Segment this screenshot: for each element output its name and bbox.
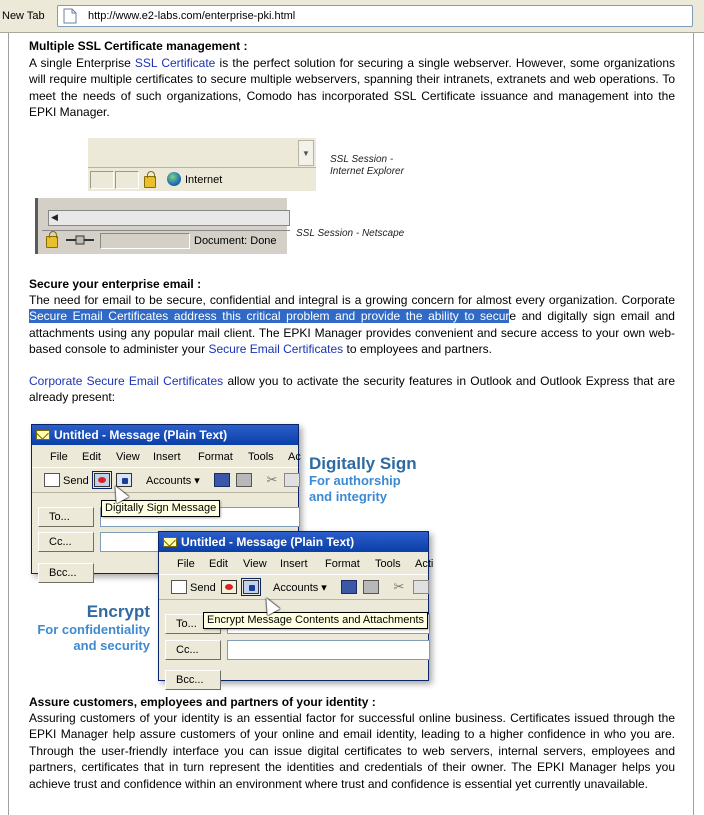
send-icon xyxy=(171,580,187,594)
menu-insert[interactable]: Insert xyxy=(153,451,181,463)
ie-caption-line2: Internet Explorer xyxy=(330,166,404,177)
send-icon xyxy=(44,473,60,487)
selected-text[interactable]: Secure Email Certificates address this critical problem and provide the ability to secur xyxy=(29,309,510,324)
padlock-icon xyxy=(144,176,156,188)
padlock-icon xyxy=(46,236,58,248)
accounts-button[interactable]: Accounts ▾ xyxy=(273,582,327,594)
promo-encrypt xyxy=(30,602,150,654)
encrypt-icon[interactable] xyxy=(243,580,259,594)
cut-icon[interactable]: ✂ xyxy=(266,472,278,487)
cc-field[interactable] xyxy=(227,640,430,660)
ssl-paragraph xyxy=(29,55,675,121)
promo-encrypt-line2: and security xyxy=(73,638,150,653)
cut-icon[interactable]: ✂ xyxy=(393,579,405,594)
ie-scrollbar xyxy=(298,140,314,166)
ssl-text-b: is the perfect solution for securing a single webserver. However, some organizations will require multiple certificates to secure multiple webservers, spanning their intranets, extranets and web operations. To meet the needs of such organizations, Comodo has incorporated SSL Certificate issuance and management into the EPKI Manager. xyxy=(29,56,676,120)
outlook-encrypt-window xyxy=(158,531,434,686)
menu-edit[interactable]: Edit xyxy=(209,558,228,570)
promo-sign-line2: and integrity xyxy=(309,489,388,504)
cc-button[interactable]: Cc... xyxy=(165,640,221,660)
ssl-certificate-link[interactable]: SSL Certificate xyxy=(134,56,216,70)
tab-new-tab[interactable]: New Tab xyxy=(2,10,45,22)
send-button[interactable]: Send xyxy=(63,475,89,487)
encrypt-tooltip: Encrypt Message Contents and Attachments xyxy=(203,612,428,629)
menu-format[interactable]: Format xyxy=(325,558,360,570)
to-button[interactable]: To... xyxy=(38,507,94,527)
outlook-menu-bar xyxy=(32,447,301,467)
globe-icon xyxy=(167,172,181,186)
menu-actions[interactable]: Acti xyxy=(415,558,434,570)
bcc-button[interactable]: Bcc... xyxy=(38,563,94,583)
menu-edit[interactable]: Edit xyxy=(82,451,101,463)
promo-encrypt-line1: For confidentiality xyxy=(37,622,150,637)
send-button[interactable]: Send xyxy=(190,582,216,594)
ie-status-cell xyxy=(115,171,139,189)
ns-status-cell xyxy=(100,233,190,249)
page-icon xyxy=(63,8,77,24)
netscape-ssl-session-image xyxy=(35,198,287,254)
promo-sign xyxy=(309,455,417,505)
outlook-toolbar xyxy=(32,467,298,493)
cc-button[interactable]: Cc... xyxy=(38,532,94,552)
outlook-menu-bar-2 xyxy=(159,554,434,574)
menu-tools[interactable]: Tools xyxy=(375,558,401,570)
accounts-label: Accounts xyxy=(273,582,319,594)
ie-zone-label: Internet xyxy=(185,174,223,186)
print-icon[interactable] xyxy=(236,473,252,487)
ns-frame xyxy=(35,198,287,254)
menu-view[interactable]: View xyxy=(243,558,267,570)
outlook-title: Untitled - Message (Plain Text) xyxy=(54,428,228,442)
ns-status-text: Document: Done xyxy=(194,235,277,247)
outlook-title-2: Untitled - Message (Plain Text) xyxy=(181,535,355,549)
menu-format[interactable]: Format xyxy=(198,451,233,463)
print-icon[interactable] xyxy=(363,580,379,594)
menu-tools[interactable]: Tools xyxy=(248,451,274,463)
ie-window-area xyxy=(88,137,316,167)
identity-paragraph: Assuring customers of your identity is an essential factor for successful online business. Certificates issued through the EPKI Manager help assure customers of your online and email identity, leading to a higher confidence in who you are. Through the user-friendly interface you can issue digital certificates to web servers, internal servers, employees and partners, certificates that in turn represent the identities and credentials of their owner. The EPKI Manager helps you achieve trust and confidence within an environment where trust and confidence is essential yet currently unavailable. xyxy=(29,711,675,791)
envelope-icon xyxy=(36,430,50,440)
promo-sign-line1: For authorship xyxy=(309,473,401,488)
ssl-text-a: A single Enterprise xyxy=(29,56,135,70)
promo-sign-title: Digitally Sign xyxy=(309,454,417,473)
menu-file[interactable]: File xyxy=(177,558,195,570)
email-text-b: e and digitally sign email and attachments using any popular mail client. The EPKI Manager provides convenient and secure access to your own web-based console to administer your xyxy=(29,309,675,357)
digital-sign-icon[interactable] xyxy=(221,580,237,594)
identity-heading: Assure customers, employees and partners of your identity : xyxy=(29,695,376,709)
sign-tooltip: Digitally Sign Message xyxy=(101,500,220,517)
email-text-a: The need for email to be secure, confidential and integral is a growing concern for almost every organization. Corporate xyxy=(29,293,675,307)
save-icon[interactable] xyxy=(341,580,357,594)
email-paragraph xyxy=(29,292,675,358)
ns-status-bar xyxy=(42,230,290,248)
menu-view[interactable]: View xyxy=(116,451,140,463)
menu-file[interactable]: File xyxy=(50,451,68,463)
secure-email-certificates-link[interactable]: Secure Email Certificates xyxy=(208,342,344,357)
digital-sign-icon[interactable] xyxy=(94,473,110,487)
email-heading: Secure your enterprise email : xyxy=(29,277,202,291)
to-button[interactable]: To... xyxy=(165,614,221,634)
ns-caption: SSL Session - Netscape xyxy=(296,228,405,239)
corporate-text: allow you to activate the security features in Outlook and Outlook Express that are already present: xyxy=(29,374,675,405)
browser-toolbar xyxy=(0,0,704,33)
ssl-heading: Multiple SSL Certificate management : xyxy=(29,39,248,53)
address-url[interactable]: http://www.e2-labs.com/enterprise-pki.html xyxy=(88,10,296,22)
accounts-label: Accounts xyxy=(146,475,192,487)
outlook-title-bar-2 xyxy=(159,532,428,552)
menu-actions[interactable]: Ac xyxy=(288,451,301,463)
copy-icon[interactable] xyxy=(413,580,429,594)
outlook-toolbar-2 xyxy=(159,574,428,600)
corporate-secure-email-link[interactable]: Corporate Secure Email Certificates xyxy=(29,374,224,388)
envelope-icon xyxy=(163,537,177,547)
copy-icon[interactable] xyxy=(284,473,300,487)
ie-status-bar xyxy=(88,167,316,191)
bcc-button[interactable]: Bcc... xyxy=(165,670,221,690)
corporate-paragraph xyxy=(29,373,675,406)
ie-status-cell xyxy=(90,171,114,189)
menu-insert[interactable]: Insert xyxy=(280,558,308,570)
email-text-c: to employees and partners. xyxy=(343,342,492,357)
ie-ssl-session-image xyxy=(88,137,316,195)
save-icon[interactable] xyxy=(214,473,230,487)
address-bar[interactable] xyxy=(57,5,693,27)
ns-scrollbar xyxy=(48,210,290,226)
accounts-button[interactable]: Accounts ▾ xyxy=(146,475,200,487)
connection-plug-icon xyxy=(66,235,94,245)
ie-caption xyxy=(330,154,404,178)
outlook-title-bar xyxy=(32,425,298,445)
promo-encrypt-title: Encrypt xyxy=(86,602,150,621)
ie-caption-line1: SSL Session - xyxy=(330,154,394,165)
